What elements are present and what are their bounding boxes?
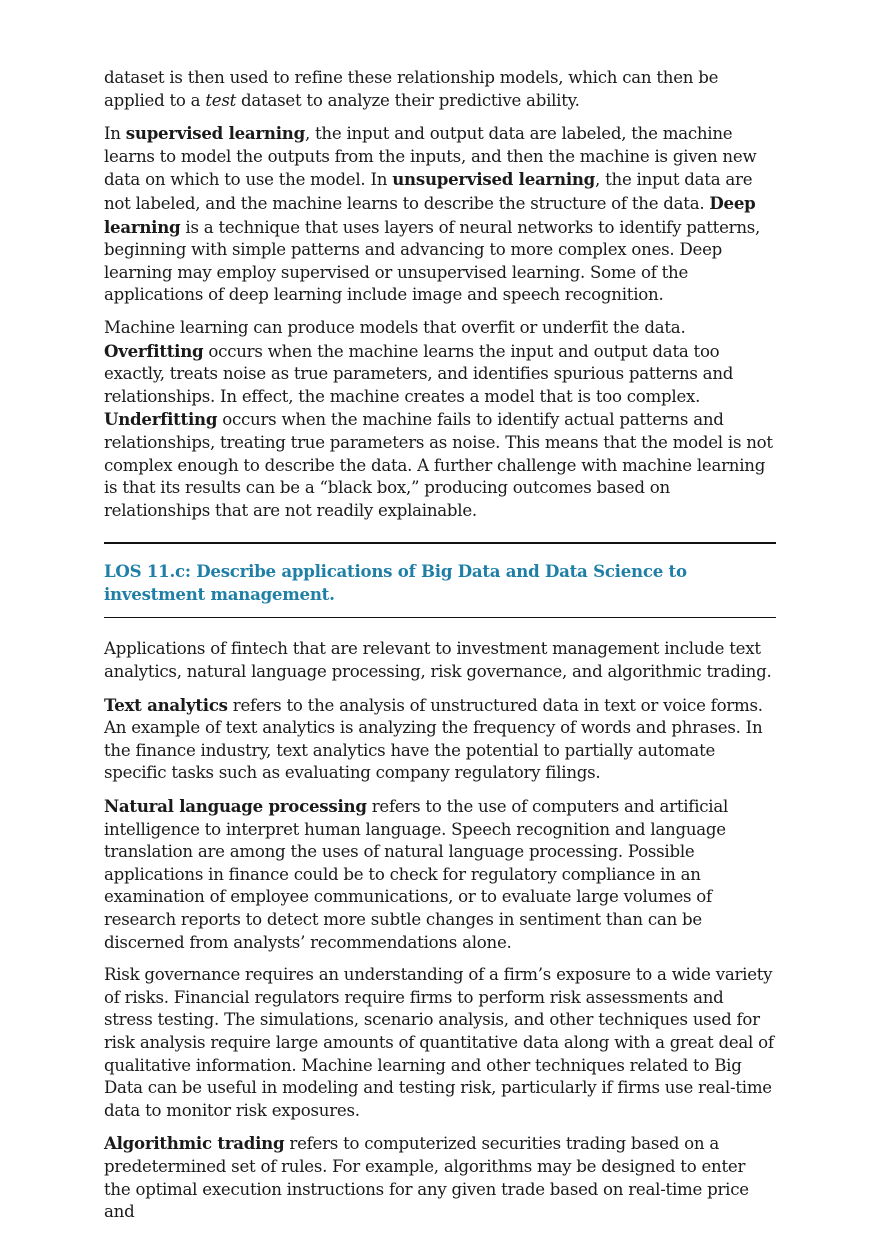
term-natural-language-processing: Natural language processing <box>104 796 367 817</box>
term-algorithmic-trading: Algorithmic trading <box>104 1133 285 1154</box>
paragraph-test-dataset: dataset is then used to refine these relationship models, which can then be applied to a test dataset to analyze their predictive ability. <box>104 68 719 110</box>
section-divider-bottom <box>104 617 776 618</box>
emphasis-test: test <box>205 90 237 110</box>
paragraph-algorithmic-trading: Algorithmic trading refers to computerized securities trading based on a predetermined set of rules. For example, algorithms may be designed to enter the optimal execution instructions for any given trade based on real-time price and <box>104 1133 749 1222</box>
paragraph-applications: Applications of fintech that are relevant to investment management include text analytics, natural language processing, risk governance, and algorithmic trading. <box>104 639 772 682</box>
paragraph-supervised-learning: In supervised learning, the input and output data are labeled, the machine learns to model the outputs from the inputs, and then the machine is given new data on which to use the model. In unsupervised learning, the input data are not labeled, and the machine learns to describe the structure of the data. Deep learning is a technique that uses layers of neural networks to identify patterns, beginning with simple patterns and advancing to more complex ones. Deep learning may employ supervised or unsupervised learning. Some of the applications of deep learning include image and speech recognition. <box>104 123 761 305</box>
term-unsupervised-learning: unsupervised learning <box>392 169 596 190</box>
paragraph-risk-governance: Risk governance requires an understanding of a firm’s exposure to a wide variety of risks. Financial regulators require firms to perform risk assessments and stress testing. The simulations, scenario analysis, and other techniques used for risk analysis require large amounts of quantitative data along with a great deal of qualitative information. Machine learning and other techniques related to Big Data can be useful in modeling and testing risk, particularly if firms use real-time data to monitor risk exposures. <box>104 965 774 1120</box>
term-supervised-learning: supervised learning <box>125 123 305 144</box>
los-heading: LOS 11.c: Describe applications of Big Data and Data Science to investment management. <box>104 561 687 604</box>
term-overfitting: Overfitting <box>104 340 204 361</box>
term-underfitting: Underfitting <box>104 409 218 430</box>
section-divider-top <box>104 542 776 544</box>
paragraph-overfitting: Machine learning can produce models that overfit or underfit the data. Overfitting occurs when the machine learns the input and output data too exactly, treats noise as true parameters, and identifies spurious patterns and relationships. In effect, the machine creates a model that is too complex. Underfitting occurs when the machine fails to identify actual patterns and relationships, treating true parameters as noise. This means that the model is not complex enough to describe the data. A further challenge with machine learning is that its results can be a “black box,” producing outcomes based on relationships that are not readily explainable. <box>104 317 773 520</box>
paragraph-text-analytics: Text analytics refers to the analysis of unstructured data in text or voice forms. An example of text analytics is analyzing the frequency of words and phrases. In the finance industry, text analytics have the potential to partially automate specific tasks such as evaluating company regulatory filings. <box>104 694 763 783</box>
paragraph-nlp: Natural language processing refers to the use of computers and artificial intelligence to interpret human language. Speech recognition and language translation are among the uses of natural language processing. Possible applications in finance could be to check for regulatory compliance in an examination of employee communications, or to evaluate large volumes of research reports to detect more subtle changes in sentiment than can be discerned from analysts’ recommendations alone. <box>104 796 729 952</box>
page-content <box>104 67 776 1234</box>
term-text-analytics: Text analytics <box>104 694 228 715</box>
term-deep-learning: Deep learning <box>104 192 756 237</box>
